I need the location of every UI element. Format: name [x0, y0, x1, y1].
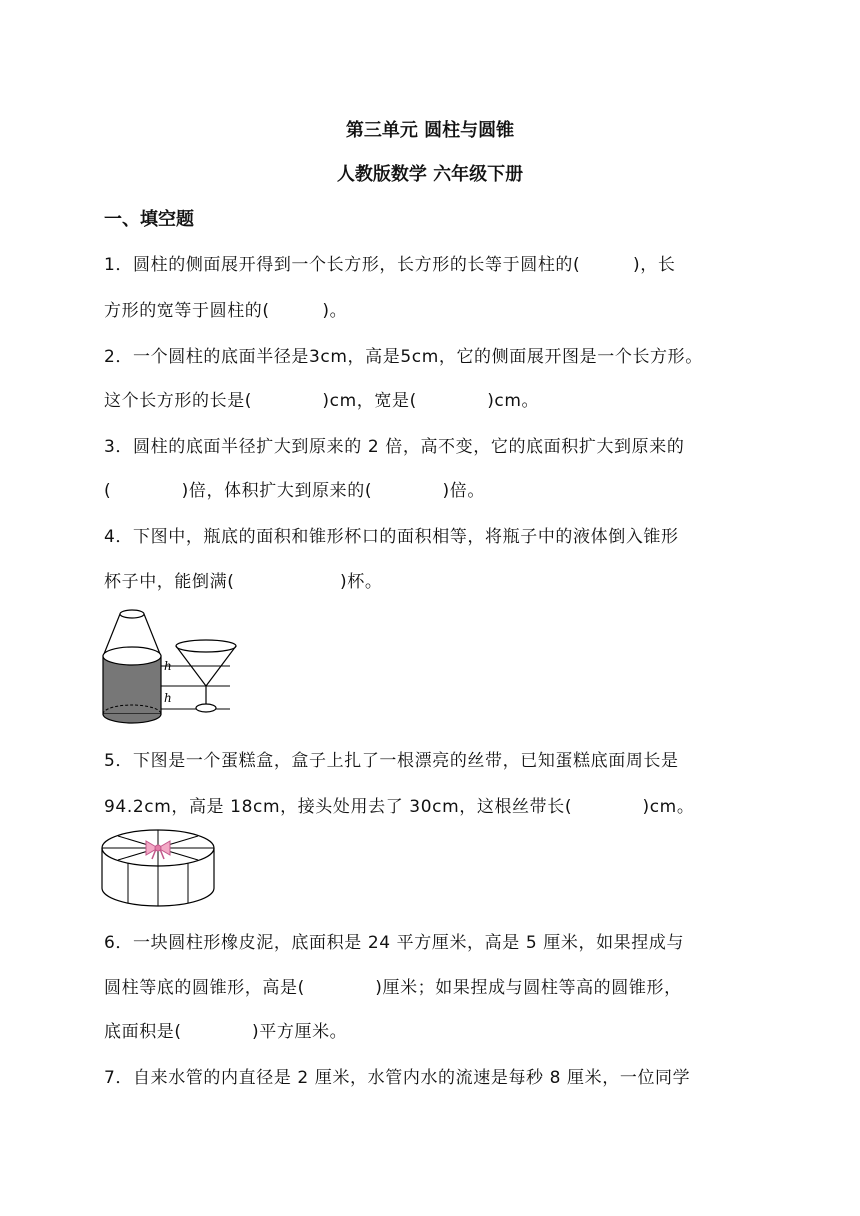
question-line: 4．下图中，瓶底的面积和锥形杯口的面积相等，将瓶子中的液体倒入锥形 [104, 527, 679, 547]
cake-box-figure [100, 826, 216, 910]
question-line: 杯子中，能倒满( )杯。 [104, 572, 383, 592]
question-line: ( )倍，体积扩大到原来的( )倍。 [104, 481, 485, 501]
question-line: 圆柱等底的圆锥形，高是( )厘米；如果捏成与圆柱等高的圆锥形， [104, 978, 682, 998]
bottle-cone-figure [100, 604, 240, 726]
question-line: 6．一块圆柱形橡皮泥，底面积是 24 平方厘米，高是 5 厘米，如果捏成与 [104, 933, 685, 953]
question-line: 这个长方形的长是( )cm，宽是( )cm。 [104, 391, 540, 411]
question-line: 2．一个圆柱的底面半径是3cm，高是5cm，它的侧面展开图是一个长方形。 [104, 347, 703, 367]
question-line: 方形的宽等于圆柱的( )。 [104, 301, 348, 321]
question-line: 1．圆柱的侧面展开得到一个长方形，长方形的长等于圆柱的( )，长 [104, 255, 676, 275]
height-label-1: h [164, 659, 172, 673]
question-line: 7．自来水管的内直径是 2 厘米，水管内水的流速是每秒 8 厘米，一位同学 [104, 1068, 691, 1088]
question-line: 底面积是( )平方厘米。 [104, 1022, 348, 1042]
page-title: 第三单元 圆柱与圆锥 [345, 120, 515, 141]
question-line: 3．圆柱的底面半径扩大到原来的 2 倍，高不变，它的底面积扩大到原来的 [104, 437, 685, 457]
page-subtitle: 人教版数学 六年级下册 [336, 164, 524, 185]
height-label-2: h [164, 691, 172, 705]
section-title: 一、填空题 [104, 209, 194, 230]
question-line: 94.2cm，高是 18cm，接头处用去了 30cm，这根丝带长( )cm。 [104, 797, 695, 817]
question-line: 5．下图是一个蛋糕盒，盒子上扎了一根漂亮的丝带，已知蛋糕底面周长是 [104, 751, 679, 771]
